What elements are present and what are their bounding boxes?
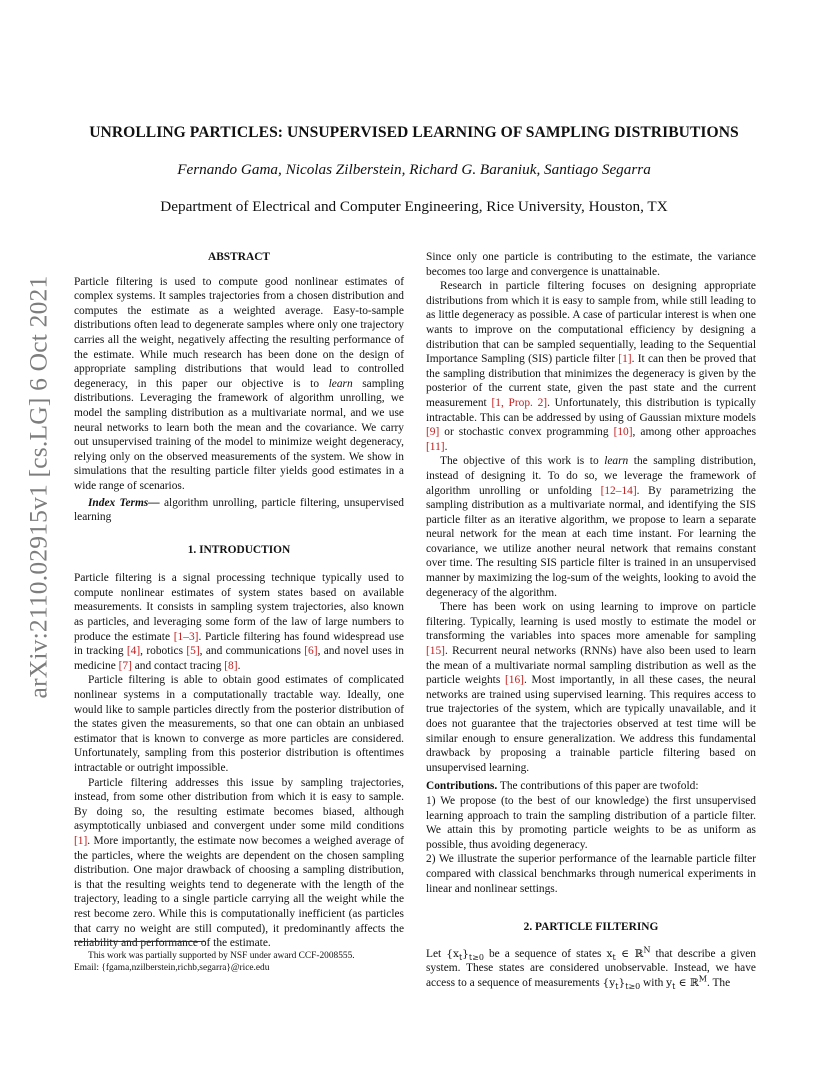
citation-link[interactable]: [1, Prop. 2] (491, 396, 548, 409)
index-terms: Index Terms— algorithm unrolling, particle filtering, unsupervised learning (74, 496, 404, 524)
citation-link[interactable]: [1] (618, 353, 632, 366)
footnote-rule (74, 941, 205, 942)
right-paragraph-0: Since only one particle is contributing to the estimate, the variance becomes too large and convergence is unattainable. (426, 251, 756, 278)
footnote-funding: This work was partially supported by NSF under award CCF-2008555. (88, 951, 355, 961)
intro-paragraph-1: Particle filtering is a signal processing technique typically used to compute nonlinear estimates of system states based on available measurements. It consists in sampling system trajectories, also known as particles, and leveraging some form of the law of large numbers to produce the estimate [1–3]. Particle filtering has found widespread use in tracking [4], robotics [5], and communications [6], and novel uses in medicine [7] and contact tracing [8]. (74, 572, 404, 672)
right-paragraph-2: The objective of this work is to learn the sampling distribution, instead of designing it. To do so, we leverage the framework of algorithm unrolling or unfolding [12–14]. By parametrizing the sampling distribution as a multivariate normal, and identifying the SIS particle filter as an iterative algorithm, we propose to learn a separate neural network for the mean at each time instant. For learning the covariance, we utilize another neural network that remains constant over time. The resulting SIS particle filter is trained in an unsupervised manner by maximizing the log-sum of the weights, looking to avoid the degeneracy of the algorithm. (426, 455, 756, 599)
contribution-1: 1) We propose (to the best of our knowledge) the first unsupervised learning approach to train the sampling distribution of a particle filter. We attain this by promoting particle weights to be as uniform as possible, thus avoiding degeneracy. (426, 794, 756, 851)
right-column (426, 250, 756, 991)
footnote-email: Email: {fgama,nzilberstein,richb,segarra}@rice.edu (74, 963, 270, 974)
citation-link[interactable]: [1] (74, 834, 88, 847)
right-paragraph-1: Research in particle filtering focuses on designing appropriate distributions from which it is easy to sample from, while still leading to as little degeneracy as possible. A case of particular interest is when one wants to improve on the computational efficiency by designing a distribution that can be sampled sequentially, leading to the Sequential Importance Sampling (SIS) particle filter [1]. It can then be proved that the sampling distribution that minimizes the degeneracy is given by the posterior of the current state, given the past state and the current measurement [1, Prop. 2]. Unfortunately, this distribution is typically intractable. This can be addressed by using of Gaussian mixture models [9] or stochastic convex programming [10], among other approaches [11]. (426, 280, 757, 453)
paper-title: UNROLLING PARTICLES: UNSUPERVISED LEARNING OF SAMPLING DISTRIBUTIONS (89, 124, 739, 141)
citation-link[interactable]: [8] (224, 659, 238, 672)
intro-paragraph-2: Particle filtering is able to obtain good estimates of complicated nonlinear systems in a computationally tractable way. Ideally, one would like to sample particles directly from the posterior distribution of the states given the measurements, so that one can obtain an unbiased estimator that is known to converge as more particles are considered. Unfortunately, sampling from this posterior distribution is oftentimes intractable or outright impossible. (74, 674, 404, 774)
right-paragraph-3: There has been work on using learning to improve on particle filtering. Typically, learning is used mostly to estimate the model or transforming the variables into spaces more amenable for sampling [15]. Recurrent neural networks (RNNs) have also been used to learn the mean of a multivariate normal sampling distribution as well as the particle weights [16]. Most importantly, in all these cases, the neural networks are trained using supervised learning. This requires access to true trajectories of the system, which are typically unavailable, and it does not guarantee that the trajectories observed at test time will be similar enough to ensure generalization. We address this fundamental drawback by proposing a trainable particle filtering based on unsupervised learning. (426, 601, 756, 774)
intro-paragraph-3: Particle filtering addresses this issue by sampling trajectories, instead, from some other distribution from which it is easy to sample. By doing so, the resulting estimate becomes biased, although asymptotically unbiased and convergent under some mild conditions [1]. More importantly, the estimate now becomes a weighed average of the particles, where the weights are dependent on the chosen sampling distribution. One major drawback of choosing a sampling distribution, is that the resulting weights tend to degenerate with the length of the trajectory, leading to a single particle carrying all the weight while the rest become zero. While this is computationally inefficient (as particles that carry no weight are still computed), it predominantly affects the reliability and performance of the estimate. (74, 776, 404, 950)
introduction-heading: 1. INTRODUCTION (187, 543, 291, 556)
citation-link[interactable]: [11] (426, 440, 445, 453)
citation-link[interactable]: [16] (504, 674, 524, 687)
contribution-2: 2) We illustrate the superior performance of the learnable particle filter compared with classical benchmarks through numerical experiments in linear and nonlinear settings. (426, 853, 756, 895)
citation-link[interactable]: [9] (426, 426, 440, 439)
citation-link[interactable]: [4] (126, 645, 141, 658)
affiliation: Department of Electrical and Computer Engineering, Rice University, Houston, TX (160, 198, 668, 215)
author-list: Fernando Gama, Nicolas Zilberstein, Richard G. Baraniuk, Santiago Segarra (177, 161, 651, 178)
abstract-text: Particle filtering is used to compute good nonlinear estimates of complex systems. It samples trajectories from a chosen distribution and computes the estimate as a weighted average. Easy-to-sample distributions often lead to degenerate samples where only one trajectory carries all the weight, negatively affecting the resulting performance of the estimate. While much research has been done on the design of appropriate sampling distributions that would lead to controlled degeneracy, in this paper our objective is to learn sampling distributions. Leveraging the framework of algorithm unrolling, we model the sampling distribution as a multivariate normal, and we use neural networks to learn both the mean and the covariance. We carry out unsupervised training of the model to minimize weight degeneracy, relying only on the observed measurements of the system. We show in simulations that the resulting particle filter yields good estimates in a wide range of scenarios. (74, 275, 404, 492)
particle-filtering-heading: 2. PARTICLE FILTERING (523, 921, 659, 934)
footnote (74, 950, 404, 975)
citation-link[interactable]: [1–3] (173, 630, 199, 643)
abstract-heading: ABSTRACT (207, 251, 271, 263)
contributions-intro: Contributions. The contributions of this paper are twofold: (426, 780, 699, 793)
citation-link[interactable]: [15] (426, 645, 445, 658)
arxiv-identifier-text: arXiv:2110.02915v1 [cs.LG] 6 Oct 2021 (23, 275, 53, 699)
citation-link[interactable]: [6] (304, 645, 318, 658)
citation-link[interactable]: [10] (613, 426, 633, 439)
citation-link[interactable]: [5] (186, 645, 200, 658)
citation-link[interactable]: [7] (118, 659, 132, 672)
arxiv-identifier-stamp[interactable] (18, 275, 58, 699)
citation-link[interactable]: [12–14] (600, 484, 637, 497)
left-column (74, 250, 404, 951)
particle-filtering-paragraph: Let $\{x_t\}_{t\ge 0}$ be a sequence of states $x_t$ ∈ ℝ$^N$ that describe a given system. These states are considered unobservable. Instead, we have access to a sequence of measurements $\{y_t\}_{t\ge 0}$ with $y_t$ ∈ ℝ$^M$. The (426, 945, 756, 992)
